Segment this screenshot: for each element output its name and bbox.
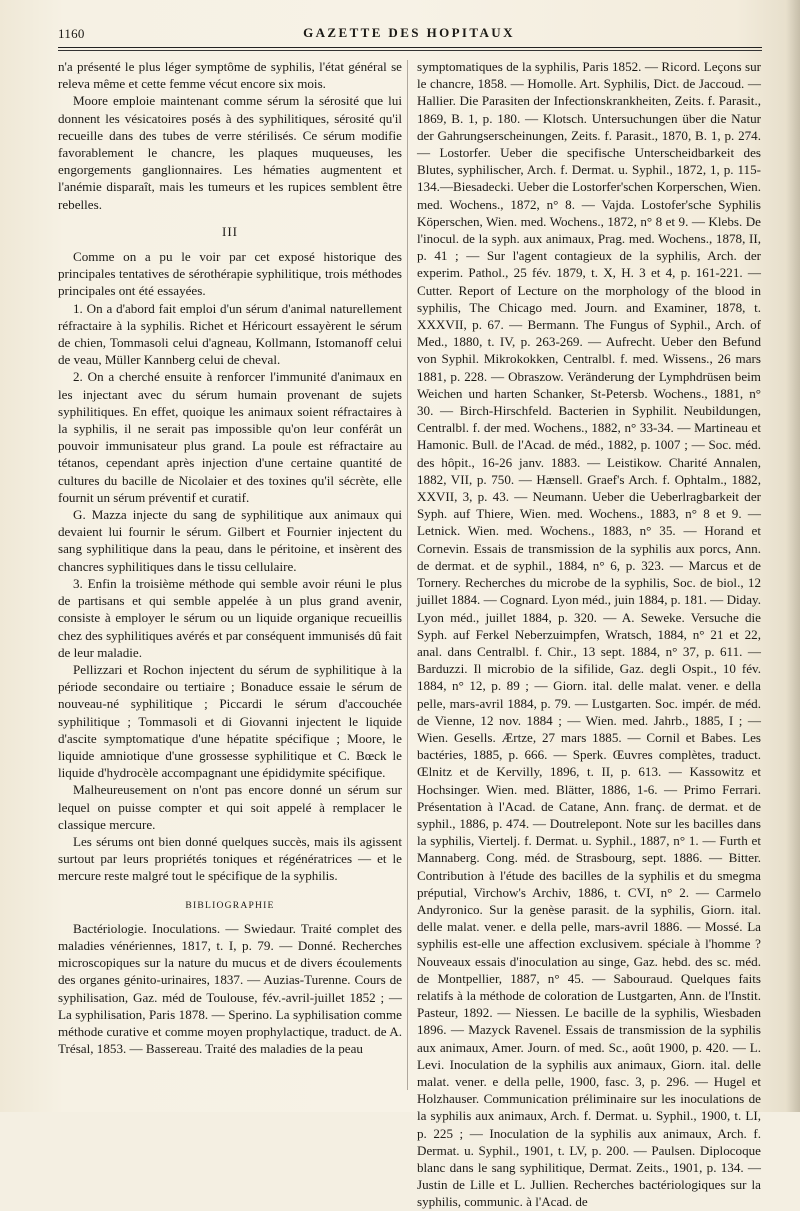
paragraph: Malheureusement on n'ont pas encore donné un sérum sur lequel on puisse compter et qui soit appelé à remplacer le classique mercure. [58,782,402,832]
paragraph: n'a présenté le plus léger symptôme de syphilis, l'état général se releva même et cette femme vécut encore six mois. [58,59,402,92]
paragraph: Pellizzari et Rochon injectent du sérum de syphilitique à la période secondaire ou tertiaire ; Bonaduce essaie le sérum de nouveau-né syphilitique ; Piccardi le sérum d'accouchée syphilitique ; Tommasoli et di Giovanni injectent le liquide d'ascite symptomatique d'une hépatite spécifique ; Moore, le liquide amniotique d'une grossesse syphilitique et C. Bœck le liquide d'hydrocèle accompagnant une épididymite spécifique. [58,661,402,781]
header-rule-thick [58,47,762,48]
page-edge-shadow [786,0,800,1112]
right-column [417,58,761,1210]
bibliography-entry: Bactériologie. Inoculations. — Swiedaur. Traité complet des maladies vénériennes, 1817, t. I, p. 79. — Donné. Recherches microscopiques sur la nature du mucus et de divers écoulements des organes génito-urinaires, 1837. — Auzias-Turenne. Cours de syphilisation, Gaz. méd de Toulouse, fév.-avril-juillet 1852 ; — La syphilisation, Paris 1878. — Sperino. La syphilisation comme méthode curative et comme moyen prophylactique, traduct. de A. Trésal, 1853. — Bassereau. Traité des maladies de la peau [58,920,402,1057]
page-number: 1160 [58,26,85,41]
paragraph: Comme on a pu le voir par cet exposé historique des principales tentatives de sérothérapie syphilitique, trois méthodes principales ont été essayées. [58,249,402,299]
section-number: III [221,223,239,239]
paragraph: 3. Enfin la troisième méthode qui semble avoir réuni le plus de partisans et qui semble appelée à un plus grand avenir, consiste à employer le sérum ou un liquide organique recueillis chez des syphilitiques avérés et par conséquent immunisés dû fait de leur maladie. [58,575,402,660]
bibliography-heading: BIBLIOGRAPHIE [185,899,275,911]
paragraph: Les sérums ont bien donné quelques succès, mais ils agissent surtout par leurs propriétés toniques et régénératrices — et le mercure reste malgré tout le spécifique de la syphilis. [58,833,402,884]
paragraph: 2. On a cherché ensuite à renforcer l'immunité d'animaux en les injectant avec du sérum humain provenant de sujets syphilitiques. En effet, quoique les animaux soient réfractaires à la syphilis, il ne serait pas impossible qu'on leur conférât un pouvoir immunisateur plus grand. La poule est réfractaire au tétanos, cependant après injection d'une certaine quantité de cultures du bacille de Nicolaier et des toxines qu'il sécrète, elle fournit un sérum préventif et curatif. [58,369,402,505]
running-title: GAZETTE DES HOPITAUX [303,25,515,40]
left-column [58,58,402,1098]
bibliography-continued: symptomatiques de la syphilis, Paris 1852. — Ricord. Leçons sur le chancre, 1858. — Homolle. Art. Syphilis, Dict. de Jaccoud. — Hallier. Die Parasiten der Infectionskrankheiten, Zeits. f. Parasit., 1869, B. 1, p. 180. — Klotsch. Untersuchungen über die Natur der Gahrungserscheinungen, Zeits. f. Parasit., 1870, B. 1, p. 274. — Lostorfer. Ueber die specifische Unterscheidbarkeit des Blutes, syphilischer, Arch. f. Dermat. u. Syphil., 1872, 1, p. 115-134.—Biesadecki. Ueber die Lostorfer'schen Korperschen, Wien. med. Wochens., 1872, n° 8. — Vajda. Lostofer'sche Syphilis Köperschen, Wien. med. Wochens., 1872, n° 8 et 9. — Klebs. De l'inocul. de la syph. aux animaux, Prag. med. Wochens., 1878, II, p. 41 ; — Sur l'agent contagieux de la syphilis, Arch. der experim. Pathol., 25 fév. 1879, t. X, H. 3 et 4, p. 161-221. — Cutter. Report of Lecture on the morphology of the blood in syphilis, The Chicago med. Journ. and Examiner, 1878, t. XXXVII, p. 67. — Bermann. The Fungus of Syphil., Arch. of Med., 1880, t. IV, p. 263-269. — Aufrecht. Ueber den Befund von Syphil. Mikrokokken, Centralbl. f. med. Wissens., 26 mars 1881, p. 228. — Obraszow. Veränderung der Lymphdrüsen beim Weichen und harten Schanker, St-Petersb. Wochens., 1881, n° 30. — Birch-Hirschfeld. Bacterien in Syphilit. Neubildungen, Centralbl. f. der med. Wochens., 1882, n° 33-34. — Martineau et Hamonic. Bull. de l'Acad. de méd., 1882, p. 1007 ; — Soc. méd. des hôpit., 16-26 janv. 1883. — Leistikow. Charité Annalen, 1882, VII, p. 750. — Hænsell. Graef's Arch. f. Ophtalm., 1882, XXVII, 3, p. 43. — Neumann. Ueber die Ueberlragbarkeit der Syph. auf Thiere, Wien. med. Wochens., 1883, n° 8 et 9. — Letnick. Wien. med. Wochens., 1883, n° 35. — Horand et Cornevin. Essais de transmission de la syphilis aux porcs, Ann. de dermat. et de syphil., 1884, n° 6, p. 323. — Marcus et de Tornery. Recherches du microbe de la syphilis, Soc. de biol., 12 juillet 1884. — Cognard. Lyon méd., juin 1884, p. 181. — Diday. Lyon méd., juillet 1884, p. 320. — A. Seweke. Versuche die Syph. auf Ferkel Neberzuimpfen, Wratsch, 1884, n° 21 et 22, anal. dans Centralbl. f. Chir., 13 sept. 1884, n° 37, p. 611. — Barduzzi. Il microbio de la sifilide, Gaz. degli Ospit., 10 fév. 1884, n° 12, p. 89 ; — Giorn. ital. delle malat. vener. e della pelle, mars-avril 1884, p. 79. — Lustgarten. Soc. impér. de méd. de Vienne, 12 nov. 1884 ; — Wien. med. Jahrb., 1885, I ; — Wien. Gesells. Ærtze, 27 mars 1885. — Cornil et Babes. Les bactéries, 1885, p. 666. — Sperk. Œuvres complètes, traduct. Œlnitz et de Kervilly, 1896, t. II, p. 613. — Kassowitz et Hochsinger. Wien. med. Blätter, 1886, 1-6. — Primo Ferrari. Présentation à l'Acad. de Catane, Ann. franç. de dermat. et de syphil., 1886, p. 474. — Doutrelepont. Note sur les bacilles dans la syphilis, Viertelj. f. Dermat. u. Syphil., 1887, n° 1. — Furth et Mannaberg. Cong. méd. de Strasbourg, sept. 1886. — Bitter. Contribution à l'étude des bacilles de la syphilis et du smegma préputial, Virchow's Archiv, 1886, t. CVI, n° 2. — Carmelo Andyronico. Sur la genèse parasit. de la syphilis, Giorn. ital. delle malat. vener. e della pelle, mars-avril 1886. — Mossé. La syphilis est-elle une affection exclusivem. spéciale à l'homme ? Nouveaux essais d'inoculation au singe, Gaz. hebd. des sc. méd. de Montpellier, 1887, n° 45. — Sabouraud. Quelques faits relatifs à la méthode de coloration de Lustgarten, Ann. de l'Instit. Pasteur, 1892. — Niessen. Le bacille de la syphilis, Wiesbaden 1896. — Mazyck Ravenel. Essais de transmission de la syphilis aux animaux, Amer. Journ. of med. Sc., août 1900, p. 420. — L. Levi. Inoculation de la syphilis aux animaux, Giorn. ital. delle malat. vener. e della pelle, 1900, fasc. 3, p. 296. — Hugel et Holzhauser. Communication préliminaire sur les inoculations de la syphilis aux animaux, Arch. f. Dermat. u. Syphil., 1900, t. LI, p. 225 ; — Inoculation de la syphilis aux animaux, Arch. f. Dermat. u. Syphil., 1901, t. LV, p. 200. — Paulsen. Diplocoque blanc dans le sang syphilitique, Dermat. Zeits., 1901, p. 134. — Justin de Lille et L. Jullien. Recherches bactériologiques sur la syphilis, communic. à l'Acad. de [417,59,761,1210]
header-rule-thin [58,50,762,51]
column-divider [407,60,408,1090]
paragraph: G. Mazza injecte du sang de syphilitique aux animaux qui devaient lui fournir le sérum. Gilbert et Fournier injectent du sang syphilitique dans la peau, dans le péritoine, et insèrent des chancres syphilitiques dans le tissu cellulaire. [58,507,402,574]
paragraph: 1. On a d'abord fait emploi d'un sérum d'animal naturellement réfractaire à la syphilis. Richet et Héricourt essayèrent le sérum de chien, Tommasoli celui d'agneau, Kollmann, Istomanoff celui de veau, Müller Kannberg celui de cheval. [58,300,402,368]
paragraph: Moore emploie maintenant comme sérum la sérosité que lui donnent les vésicatoires posés à des syphilitiques, sérosité qu'il recueille dans des tubes de verre stérilisés. Ce sérum modifie favorablement le chancre, les plaques muqueuses, les engorgements ganglionnaires. Les hématies augmentent et l'anémie disparaît, mais les tumeurs et les rupices semblent être rebelles. [58,93,402,212]
page-header [58,22,760,44]
